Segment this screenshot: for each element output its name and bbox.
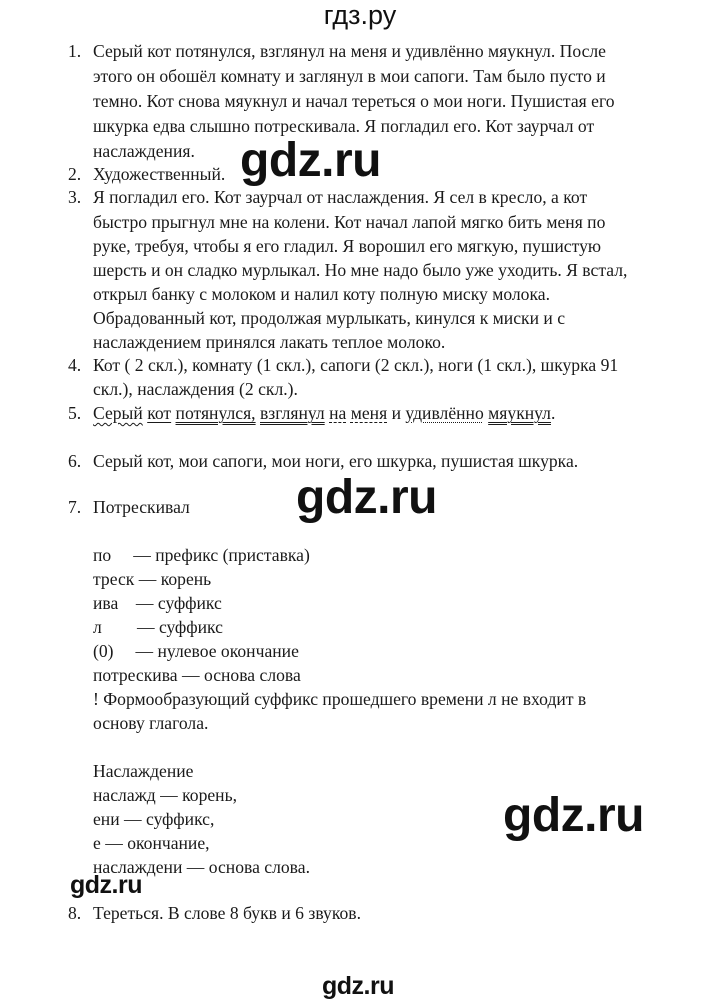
item-7-line-1: Потрескивал (93, 497, 190, 517)
watermark-right: gdz.ru (503, 789, 644, 842)
word-heading: Наслаждение (93, 761, 194, 781)
item-1-line-4: шкурка едва слышно потрескивала. Я погладил его. Кот заурчал от (93, 116, 595, 136)
sentence-word-predicate-1: потянулся, (175, 403, 256, 423)
word-stem: наслаждени — основа слова. (93, 857, 310, 877)
sentence-word-predicate-2: взглянул (260, 403, 325, 423)
morpheme-root: треск — корень (93, 569, 212, 589)
item-4-line-2: скл.), наслаждения (2 скл.). (93, 379, 298, 399)
item-2-line-1: Художественный. (93, 164, 226, 184)
item-3-line-4: шерсть и он сладко мурлыкал. Но мне надо было уже уходить. Я встал, (93, 260, 628, 280)
sentence-word-predicate-3: мяукнул (488, 403, 551, 423)
item-3-line-7: наслаждением принялся лакать теплое молоко. (93, 332, 446, 352)
sentence-word-preposition: на (329, 403, 347, 423)
item-3-line-5: открыл банку с молоком и налил коту полную миску молока. (93, 284, 550, 304)
sentence-word-adverbial: удивлённо (405, 403, 484, 423)
note-line-2: основу глагола. (93, 713, 209, 733)
sentence-word-object: меня (350, 403, 388, 423)
item-1-line-3: темно. Кот снова мяукнул и начал тереться о мои ноги. Пушистая его (93, 91, 615, 111)
page-header-title: гдз.ру (323, 0, 397, 30)
word-suffix: ени — суффикс, (93, 809, 215, 829)
morpheme-prefix: по — префикс (приставка) (93, 545, 310, 565)
word-root: наслажд — корень, (93, 785, 238, 805)
sentence-word-attribute: Серый (93, 403, 143, 423)
item-1-line-2: этого он обошёл комнату и заглянул в мои сапоги. Там было пусто и (93, 66, 606, 86)
watermark-bottom: gdz.ru (322, 972, 394, 1000)
item-number-5: 5. (68, 403, 82, 423)
item-number-7: 7. (68, 497, 82, 517)
watermark-left-small: gdz.ru (70, 871, 142, 899)
item-6-line-1: Серый кот, мои сапоги, мои ноги, его шкурка, пушистая шкурка. (93, 451, 579, 471)
note-line-1: ! Формообразующий суффикс прошедшего времени л не входит в (93, 689, 587, 709)
item-3-line-3: руке, требуя, чтобы я его гладил. Я ворошил его мягкую, пушистую (93, 236, 602, 256)
morpheme-suffix-2: л — суффикс (93, 617, 223, 637)
sentence-word-conjunction: и (391, 403, 401, 423)
morpheme-stem: потрескива — основа слова (93, 665, 301, 685)
item-number-8: 8. (68, 903, 82, 923)
item-number-2: 2. (68, 164, 82, 184)
item-number-3: 3. (68, 187, 82, 207)
item-1-line-5: наслаждения. (93, 141, 195, 161)
item-5-parsed-sentence (93, 401, 555, 425)
morpheme-ending: (0) — нулевое окончание (93, 641, 299, 661)
word-ending: е — окончание, (93, 833, 210, 853)
sentence-word-subject: кот (147, 403, 172, 423)
watermark-middle: gdz.ru (296, 471, 437, 524)
sentence-end-period: . (550, 403, 556, 423)
item-8-line-1: Тереться. В слове 8 букв и 6 звуков. (93, 903, 361, 923)
watermark-top: gdz.ru (240, 134, 381, 187)
item-number-1: 1. (68, 41, 82, 61)
item-number-4: 4. (68, 355, 82, 375)
morpheme-suffix-1: ива — суффикс (93, 593, 222, 613)
item-3-line-6: Обрадованный кот, продолжая мурлыкать, кинулся к миски и с (93, 308, 566, 328)
item-3-line-1: Я погладил его. Кот заурчал от наслаждения. Я сел в кресло, а кот (93, 187, 588, 207)
item-1-line-1: Серый кот потянулся, взглянул на меня и удивлённо мяукнул. После (93, 41, 606, 61)
item-4-line-1: Кот ( 2 скл.), комнату (1 скл.), сапоги (2 скл.), ноги (1 скл.), шкурка 91 (93, 355, 619, 375)
item-3-line-2: быстро прыгнул мне на колени. Кот начал лапой мягко бить меня по (93, 212, 606, 232)
item-number-6: 6. (68, 451, 82, 471)
